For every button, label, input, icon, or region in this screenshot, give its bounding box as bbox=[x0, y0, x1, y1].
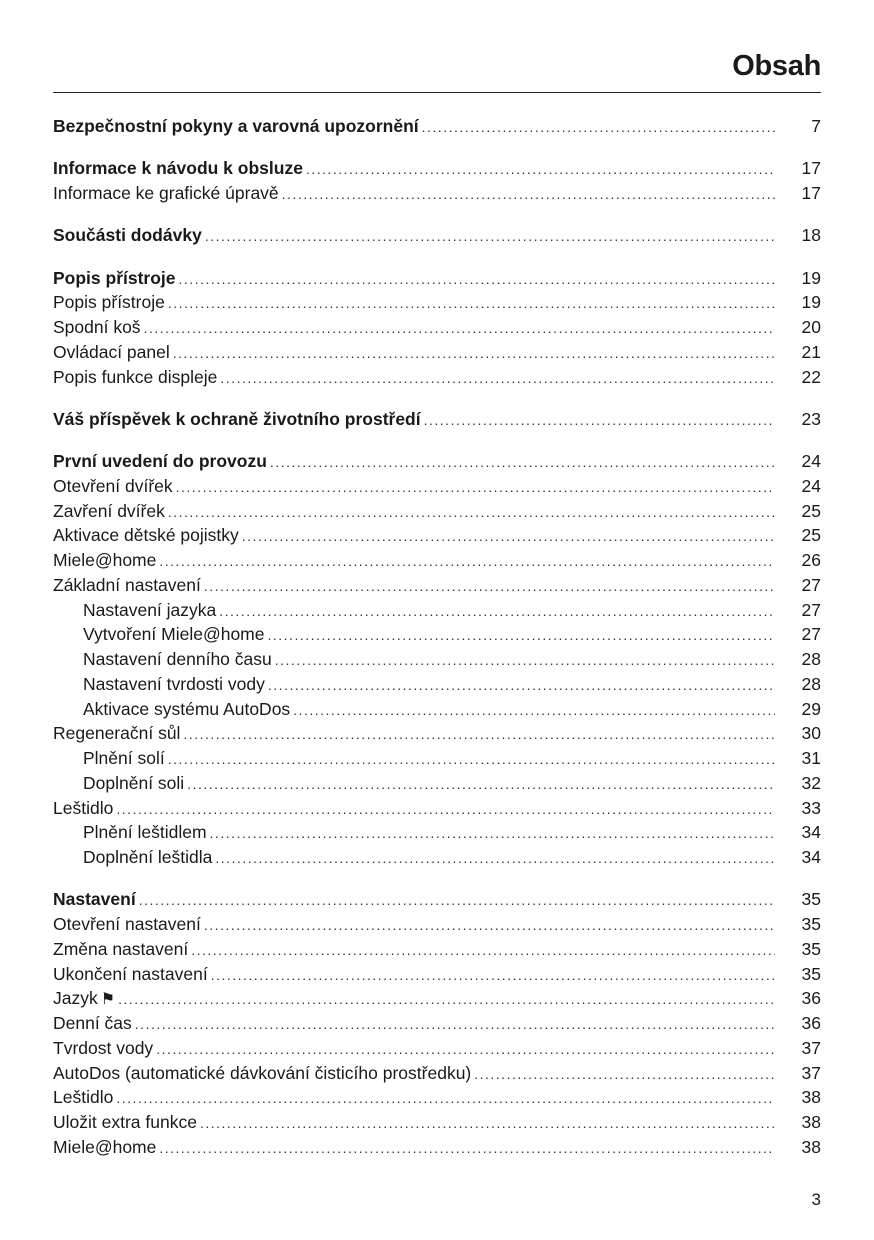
toc-leader-dots bbox=[282, 182, 775, 207]
toc-entry[interactable] bbox=[53, 523, 821, 548]
toc-entry-page: 21 bbox=[801, 341, 821, 362]
toc-leader-dots bbox=[168, 291, 775, 316]
toc-entry[interactable] bbox=[53, 266, 821, 291]
toc-entry[interactable] bbox=[53, 962, 821, 987]
toc-leader-dots bbox=[275, 648, 775, 673]
toc-leader-dots bbox=[139, 888, 775, 913]
page-title: Obsah bbox=[732, 50, 821, 82]
toc-leader-dots bbox=[204, 574, 775, 599]
toc-leader-dots bbox=[422, 115, 775, 140]
toc-entry-page: 20 bbox=[801, 317, 821, 337]
toc-entry[interactable] bbox=[53, 1135, 821, 1160]
toc-leader-dots bbox=[159, 549, 775, 574]
toc-entry-page: 25 bbox=[801, 525, 821, 546]
toc-leader-dots bbox=[191, 938, 775, 963]
toc-entry[interactable] bbox=[53, 697, 821, 722]
toc-entry-page: 24 bbox=[801, 475, 821, 496]
toc-entry[interactable] bbox=[53, 622, 821, 647]
toc-entry[interactable] bbox=[53, 1110, 821, 1135]
toc-entry-title: Nastavení jazyka bbox=[83, 599, 217, 620]
toc-entry-title: Vytvoření Miele@home bbox=[83, 624, 265, 645]
toc-leader-dots bbox=[135, 1012, 775, 1037]
toc-leader-dots bbox=[210, 821, 775, 846]
toc-entry-page: 38 bbox=[801, 1087, 821, 1108]
toc-entry-page: 38 bbox=[801, 1136, 821, 1157]
toc-entry-title: Aktivace dětské pojistky bbox=[53, 525, 239, 546]
toc-entry-page: 37 bbox=[801, 1037, 821, 1058]
toc-entry-title: Popis přístroje bbox=[53, 267, 176, 288]
toc-entry-page: 34 bbox=[801, 822, 821, 843]
toc-entry[interactable] bbox=[53, 598, 821, 623]
toc-entry-title: Změna nastavení bbox=[53, 938, 189, 959]
toc-entry-page: 36 bbox=[801, 988, 821, 1009]
toc-leader-dots bbox=[211, 963, 775, 988]
toc-entry[interactable] bbox=[53, 912, 821, 937]
toc-entry[interactable] bbox=[53, 223, 821, 248]
toc-entry-title: Váš příspěvek k ochraně životního prostředí bbox=[53, 408, 421, 429]
toc-entry-title: Tvrdost vody bbox=[53, 1037, 154, 1058]
toc-entry[interactable] bbox=[53, 746, 821, 771]
toc-entry[interactable] bbox=[53, 499, 821, 524]
toc-entry-title: Informace k návodu k obsluze bbox=[53, 158, 303, 179]
toc-entry[interactable] bbox=[53, 474, 821, 499]
toc-entry[interactable] bbox=[53, 1085, 821, 1110]
toc-entry-title: Uložit extra funkce bbox=[53, 1112, 197, 1132]
toc-entry-page: 26 bbox=[801, 550, 821, 570]
toc-entry-title: Informace ke grafické úpravě bbox=[53, 183, 279, 203]
toc-leader-dots bbox=[179, 267, 775, 292]
toc-leader-dots bbox=[474, 1062, 775, 1087]
toc-entry-title: Plnění solí bbox=[83, 748, 165, 768]
toc-entry-page: 27 bbox=[801, 624, 821, 645]
toc-entry-title: Ukončení nastavení bbox=[53, 963, 208, 984]
toc-entry[interactable] bbox=[53, 449, 821, 474]
toc-leader-dots bbox=[242, 524, 775, 549]
toc-entry-title: Regenerační sůl bbox=[53, 723, 181, 744]
toc-leader-dots bbox=[168, 747, 775, 772]
toc-entry[interactable] bbox=[53, 820, 821, 845]
toc-entry-title: AutoDos (automatické dávkování čisticího prostředku) bbox=[53, 1062, 472, 1083]
toc-entry[interactable] bbox=[53, 647, 821, 672]
toc-entry-page: 18 bbox=[801, 225, 821, 246]
toc-entry-title: Leštidlo bbox=[53, 1087, 114, 1108]
toc-entry-page: 27 bbox=[801, 599, 821, 620]
toc-entry-page: 35 bbox=[801, 914, 821, 934]
toc-entry[interactable] bbox=[53, 181, 821, 206]
toc-entry-page: 34 bbox=[801, 847, 821, 867]
toc-entry-page: 7 bbox=[811, 116, 821, 136]
toc-entry[interactable] bbox=[53, 887, 821, 912]
toc-entry-page: 37 bbox=[801, 1062, 821, 1083]
toc-entry-title: Doplnění soli bbox=[83, 772, 185, 793]
toc-entry[interactable] bbox=[53, 290, 821, 315]
toc-entry-page: 35 bbox=[801, 963, 821, 984]
toc-entry[interactable] bbox=[53, 1011, 821, 1036]
toc-entry-page: 35 bbox=[801, 889, 821, 910]
toc-entry-page: 36 bbox=[801, 1013, 821, 1033]
toc-entry-title: Nastavení denního času bbox=[83, 649, 272, 669]
toc-entry-title: Aktivace systému AutoDos bbox=[83, 698, 291, 719]
toc-entry-title: Otevření nastavení bbox=[53, 914, 201, 934]
toc-entry-page: 27 bbox=[801, 574, 821, 595]
toc-leader-dots bbox=[268, 623, 776, 648]
toc-leader-dots bbox=[424, 408, 775, 433]
toc-entry-title: Popis přístroje bbox=[53, 292, 165, 313]
toc-entry-title: Denní čas bbox=[53, 1013, 132, 1033]
toc-leader-dots bbox=[116, 797, 775, 822]
title-divider bbox=[53, 92, 821, 93]
toc-entry[interactable] bbox=[53, 672, 821, 697]
toc-entry[interactable] bbox=[53, 771, 821, 796]
toc-leader-dots bbox=[173, 341, 775, 366]
toc-leader-dots bbox=[293, 698, 775, 723]
toc-leader-dots bbox=[205, 224, 775, 249]
toc-entry-title: Miele@home bbox=[53, 550, 157, 570]
toc-entry-page: 23 bbox=[801, 408, 821, 429]
toc-entry[interactable] bbox=[53, 407, 821, 432]
table-of-contents bbox=[53, 114, 821, 1160]
toc-entry-title: Základní nastavení bbox=[53, 574, 201, 595]
toc-entry-title: Bezpečnostní pokyny a varovná upozornění bbox=[53, 116, 419, 136]
toc-entry-title: Plnění leštidlem bbox=[83, 822, 207, 843]
toc-leader-dots bbox=[268, 673, 775, 698]
toc-leader-dots bbox=[215, 846, 775, 871]
toc-leader-dots bbox=[144, 316, 775, 341]
toc-entry-page: 28 bbox=[801, 649, 821, 669]
toc-entry-title: Jazyk bbox=[53, 988, 98, 1009]
toc-entry[interactable] bbox=[53, 845, 821, 870]
toc-entry-page: 19 bbox=[801, 292, 821, 313]
toc-entry-title: Leštidlo bbox=[53, 797, 114, 818]
toc-entry[interactable] bbox=[53, 156, 821, 181]
toc-entry[interactable] bbox=[53, 340, 821, 365]
flag-icon: ⚑ bbox=[100, 991, 116, 1009]
toc-leader-dots bbox=[116, 1086, 775, 1111]
toc-entry-page: 31 bbox=[801, 748, 821, 768]
toc-leader-dots bbox=[168, 500, 775, 525]
toc-entry-page: 33 bbox=[801, 797, 821, 818]
toc-entry-title: Ovládací panel bbox=[53, 341, 170, 362]
toc-entry-title: První uvedení do provozu bbox=[53, 451, 267, 471]
toc-entry-page: 17 bbox=[801, 183, 821, 203]
toc-leader-dots bbox=[200, 1111, 775, 1136]
toc-leader-dots bbox=[220, 366, 775, 391]
toc-entry[interactable] bbox=[53, 1036, 821, 1061]
toc-entry[interactable] bbox=[53, 573, 821, 598]
toc-entry[interactable] bbox=[53, 365, 821, 390]
toc-leader-dots bbox=[159, 1136, 775, 1161]
toc-entry-title: Nastavení tvrdosti vody bbox=[83, 673, 265, 694]
toc-leader-dots bbox=[306, 157, 775, 182]
toc-entry-page: 19 bbox=[801, 267, 821, 288]
toc-entry-title: Spodní koš bbox=[53, 317, 141, 337]
toc-entry[interactable] bbox=[53, 986, 821, 1011]
toc-entry-page: 38 bbox=[801, 1112, 821, 1132]
toc-entry[interactable] bbox=[53, 114, 821, 139]
page-number: 3 bbox=[811, 1190, 821, 1209]
toc-entry-title: Součásti dodávky bbox=[53, 225, 202, 246]
toc-leader-dots bbox=[156, 1037, 775, 1062]
toc-entry-title: Miele@home bbox=[53, 1136, 157, 1157]
toc-entry-title: Nastavení bbox=[53, 889, 136, 910]
toc-entry[interactable] bbox=[53, 721, 821, 746]
toc-leader-dots bbox=[187, 772, 775, 797]
toc-entry-page: 17 bbox=[801, 158, 821, 179]
toc-leader-dots bbox=[270, 450, 775, 475]
toc-entry-page: 29 bbox=[801, 698, 821, 719]
toc-entry[interactable] bbox=[53, 315, 821, 340]
toc-leader-dots bbox=[219, 599, 775, 624]
toc-entry-title: Doplnění leštidla bbox=[83, 847, 213, 867]
toc-leader-dots bbox=[118, 987, 775, 1012]
toc-entry-title: Otevření dvířek bbox=[53, 475, 173, 496]
toc-entry-title: Popis funkce displeje bbox=[53, 366, 218, 387]
toc-entry[interactable] bbox=[53, 548, 821, 573]
toc-entry-page: 32 bbox=[801, 772, 821, 793]
toc-entry-title: Zavření dvířek bbox=[53, 500, 165, 521]
toc-entry-page: 22 bbox=[801, 366, 821, 387]
toc-entry-page: 28 bbox=[801, 673, 821, 694]
toc-entry-page: 24 bbox=[801, 451, 821, 471]
toc-entry[interactable] bbox=[53, 796, 821, 821]
toc-leader-dots bbox=[204, 913, 775, 938]
toc-entry-page: 35 bbox=[801, 938, 821, 959]
toc-entry[interactable] bbox=[53, 937, 821, 962]
toc-entry-page: 25 bbox=[801, 500, 821, 521]
toc-entry-page: 30 bbox=[801, 723, 821, 744]
toc-leader-dots bbox=[176, 475, 775, 500]
toc-leader-dots bbox=[183, 722, 775, 747]
toc-entry[interactable] bbox=[53, 1061, 821, 1086]
